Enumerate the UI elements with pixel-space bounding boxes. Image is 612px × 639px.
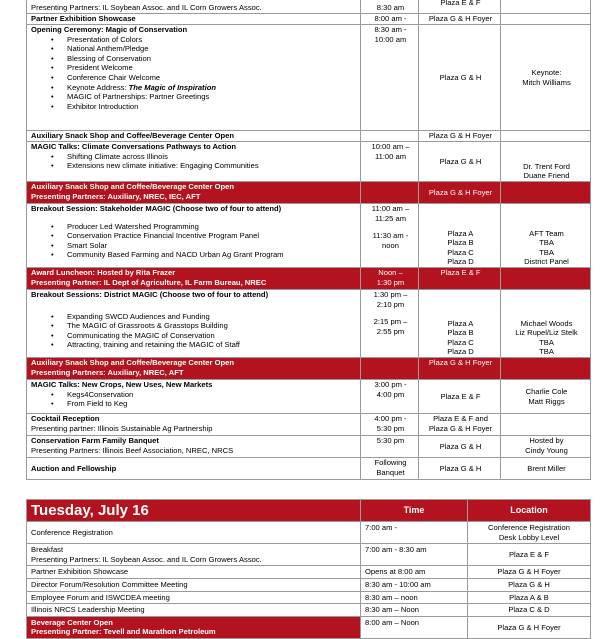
row-speaker: Charlie Cole <box>525 386 568 396</box>
row-title: Award Luncheon: Hosted by Rita Frazer <box>31 268 176 277</box>
row-time: 3:00 pm - <box>374 380 407 389</box>
row-location: Plaza G & H <box>419 25 501 131</box>
row-partners: Presenting Partner: Tevell and Marathon Petroleum <box>31 627 216 637</box>
row-location: Plaza G & H Foyer <box>419 131 501 142</box>
row-time: 5:30 pm <box>361 436 419 458</box>
row-title: Director Forum/Resolution Committee Meeting <box>27 578 361 591</box>
schedule-row-snack-shop-highlight <box>27 182 591 204</box>
row-time: Opens at 8:00 am <box>361 566 468 579</box>
row-location: Plaza G & H <box>419 142 501 182</box>
row-location: Plaza G & H Foyer <box>419 358 501 380</box>
row-location: Plaza B <box>447 238 474 248</box>
list-item-keynote: • Keynote Address: The Magic of Inspiration <box>31 83 358 93</box>
row-time: 4:00 pm - <box>374 414 407 423</box>
monday-schedule-table <box>26 0 591 480</box>
row-time: 10:00 am – <box>371 142 410 151</box>
row-title: Breakout Session: Stakeholder MAGIC (Choose two of four to attend) <box>31 204 282 213</box>
day-heading: Tuesday, July 16 <box>27 500 361 522</box>
row-partners: Presenting Partners: Auxiliary, NREC, AFT <box>31 367 184 377</box>
schedule-row-exhibition <box>27 566 591 579</box>
row-speaker: Duane Friend <box>523 171 570 181</box>
list-item: • Exhibitor Introduction <box>31 102 358 112</box>
list-item: • Communicating the MAGIC of Conservation <box>31 331 358 341</box>
row-partners: Presenting partner: Illinois Sustainable Ag Partnership <box>31 423 213 433</box>
row-location: Plaza A <box>447 318 474 328</box>
schedule-row-auction <box>27 458 591 480</box>
row-time: 8:30 am - <box>374 25 407 34</box>
list-item: • National Anthem/Pledge <box>31 44 358 54</box>
row-location: Plaza G & H Foyer <box>468 566 591 579</box>
list-item: • Presentation of Colors <box>31 35 358 45</box>
row-title: Employee Forum and ISWCDEA meeting <box>27 591 361 604</box>
row-speaker: Cindy Young <box>525 445 568 455</box>
schedule-row-exhibition <box>27 14 591 25</box>
tuesday-schedule-table <box>26 499 591 639</box>
row-time: 2:10 pm <box>376 299 405 309</box>
schedule-row-breakfast <box>27 0 591 14</box>
row-speaker: TBA <box>539 347 554 357</box>
schedule-row-snack-shop <box>27 131 591 142</box>
row-time: 7:00 am - 8:30 am <box>361 544 468 566</box>
row-time: 7:00 am - <box>361 522 468 544</box>
row-location: Plaza E & F and <box>433 414 488 423</box>
row-time: Noon – <box>378 268 403 277</box>
schedule-row-nrcs-meeting <box>27 604 591 617</box>
row-time: 5:30 pm <box>376 423 405 433</box>
tuesday-header-row <box>27 500 591 522</box>
list-item: • Producer Led Watershed Programming <box>31 222 358 232</box>
row-speaker: Keynote: <box>531 67 562 77</box>
row-time: 2:55 pm <box>376 326 405 336</box>
row-location: Plaza E & F <box>419 380 501 414</box>
row-location: Conference Registration <box>488 523 570 532</box>
list-item: • Conference Chair Welcome <box>31 73 358 83</box>
row-partners: Presenting Partners: IL Soybean Assoc. and IL Corn Growers Assoc. <box>31 3 262 13</box>
schedule-row-breakfast <box>27 544 591 566</box>
row-title: Breakout Sessions: District MAGIC (Choose two of four to attend) <box>31 290 269 299</box>
row-speaker: District Panel <box>524 257 569 267</box>
agenda-list <box>31 222 358 260</box>
list-item: • From Field to Keg <box>31 399 358 409</box>
row-time: Following <box>374 458 407 467</box>
row-time: 11:00 am <box>374 151 407 161</box>
row-speaker: Brent Miller <box>501 458 591 480</box>
row-title: Conference Registration <box>27 522 361 544</box>
row-partners: Presenting Partners: Illinois Beef Association, NREC, NRCS <box>31 445 234 455</box>
row-time: 4:00 pm <box>376 389 405 399</box>
row-time: 1:30 pm <box>376 277 405 287</box>
list-item: • Blessing of Conservation <box>31 54 358 64</box>
row-speaker: Hosted by <box>529 436 564 445</box>
list-item: • Extensions new climate initiative: Engaging Communities <box>31 161 358 171</box>
row-title: Opening Ceremony: Magic of Conservation <box>31 25 188 34</box>
list-item: • President Welcome <box>31 63 358 73</box>
row-location: Desk Lobby Level <box>498 532 560 542</box>
row-location: Plaza D <box>447 347 474 357</box>
agenda-list <box>31 390 358 409</box>
row-title: Illinois NRCS Leadership Meeting <box>27 604 361 617</box>
row-time: 1:30 pm – <box>373 290 408 299</box>
row-time: 11:25 am <box>374 213 407 223</box>
row-speaker: Matt Riggs <box>528 396 565 406</box>
row-title: Auxiliary Snack Shop and Coffee/Beverage Center Open <box>27 131 361 142</box>
row-partners: Presenting Partners: IL Soybean Assoc. and IL Corn Growers Assoc. <box>31 554 262 564</box>
row-title: Auxiliary Snack Shop and Coffee/Beverage Center Open <box>31 358 234 367</box>
list-item: • Conservation Practice Financial Incentive Program Panel <box>31 231 358 241</box>
row-speaker: Michael Woods <box>520 318 573 328</box>
row-location: Plaza G & H Foyer <box>428 423 493 433</box>
row-title: Auction and Fellowship <box>27 458 361 480</box>
list-item: • MAGIC of Partnerships: Partner Greetings <box>31 92 358 102</box>
row-title: MAGIC Talks: New Crops, New Uses, New Markets <box>31 380 213 389</box>
list-item: • Expanding SWCD Audiences and Funding <box>31 312 358 322</box>
row-time: 8:30 am - 10:00 am <box>361 578 468 591</box>
row-title: Auxiliary Snack Shop and Coffee/Beverage Center Open <box>31 182 234 191</box>
schedule-row-beverage-center <box>27 616 591 638</box>
column-header-location: Location <box>468 500 591 522</box>
row-location: Plaza G & H Foyer <box>419 182 501 204</box>
list-item: • Kegs4Conservation <box>31 390 358 400</box>
schedule-row-opening-ceremony <box>27 25 591 131</box>
schedule-row-cocktail-reception <box>27 414 591 436</box>
row-title: Conservation Farm Family Banquet <box>31 436 159 445</box>
row-time: 11:00 am – <box>371 204 410 213</box>
schedule-row-new-crops-talks <box>27 380 591 414</box>
row-partners: Presenting Partner: IL Dept of Agriculture, IL Farm Bureau, NREC <box>31 277 267 287</box>
schedule-row-climate-talks <box>27 142 591 182</box>
row-time: 8:00 am - <box>361 14 419 25</box>
column-header-time: Time <box>361 500 468 522</box>
agenda-list <box>31 152 358 171</box>
row-time: Banquet <box>376 467 405 477</box>
row-speaker: Mitch Williams <box>522 77 571 87</box>
row-speaker: AFT Team <box>529 228 564 238</box>
agenda-list <box>31 312 358 350</box>
row-time: noon <box>382 240 399 250</box>
list-item: • Community Based Farming and NACD Urban Ag Grant Program <box>31 250 358 260</box>
schedule-row-award-luncheon <box>27 268 591 290</box>
row-partners: Presenting Partners: Auxiliary, NREC, IEC, AFT <box>31 191 201 201</box>
schedule-row-director-forum <box>27 578 591 591</box>
list-item: • Attracting, training and retaining the MAGIC of Staff <box>31 340 358 350</box>
row-time: 2:15 pm – <box>373 317 408 327</box>
schedule-row-employee-forum <box>27 591 591 604</box>
list-item: • Smart Solar <box>31 241 358 251</box>
row-location: Plaza C <box>447 247 474 257</box>
keynote-title: The Magic of Inspiration <box>128 82 216 92</box>
row-location: Plaza E & F <box>468 544 591 566</box>
schedule-row-banquet <box>27 436 591 458</box>
row-location: Plaza E & F <box>419 268 501 290</box>
row-title: Breakfast <box>31 545 64 555</box>
row-location: Plaza C <box>447 337 474 347</box>
schedule-row-stakeholder-breakout <box>27 204 591 268</box>
row-title: Partner Exhibition Showcase <box>27 566 361 579</box>
row-speaker: TBA <box>539 247 554 257</box>
row-time: 10:00 am <box>374 34 407 44</box>
row-time: 8:30 am <box>376 3 405 13</box>
row-title: Beverage Center Open <box>31 617 113 627</box>
schedule-row-district-breakout <box>27 290 591 358</box>
row-location: Plaza E & F <box>440 0 481 7</box>
schedule-row-snack-shop-highlight <box>27 358 591 380</box>
row-title: MAGIC Talks: Climate Conversations Pathways to Action <box>31 142 237 151</box>
row-time: 8:30 am – Noon <box>361 604 468 617</box>
row-title: Partner Exhibition Showcase <box>27 14 361 25</box>
row-title: Cocktail Reception <box>31 414 100 423</box>
agenda-list <box>31 35 358 112</box>
row-time: 8:30 am – noon <box>361 591 468 604</box>
row-location: Plaza G & H Foyer <box>419 14 501 25</box>
list-item: • The MAGIC of Grassroots & Grasstops Building <box>31 321 358 331</box>
row-speaker: Liz Rupel/Liz Stelk <box>515 328 578 338</box>
row-speaker: TBA <box>539 238 554 248</box>
row-location: Plaza G & H <box>468 578 591 591</box>
row-location: Plaza B <box>447 328 474 338</box>
row-speaker: TBA <box>539 337 554 347</box>
row-location: Plaza D <box>447 257 474 267</box>
row-location: Plaza G & H Foyer <box>468 616 591 638</box>
row-location: Plaza G & H <box>419 436 501 458</box>
row-location: Plaza A & B <box>468 591 591 604</box>
row-speaker: Dr. Trent Ford <box>523 161 570 171</box>
row-location: Plaza A <box>447 228 474 238</box>
row-time: 11:30 am - <box>372 231 409 241</box>
list-item: • Shifting Climate across Illinois <box>31 152 358 162</box>
schedule-row-registration <box>27 522 591 544</box>
row-location: Plaza C & D <box>468 604 591 617</box>
row-location: Plaza G & H <box>419 458 501 480</box>
row-time: 8:00 am – Noon <box>361 616 468 638</box>
